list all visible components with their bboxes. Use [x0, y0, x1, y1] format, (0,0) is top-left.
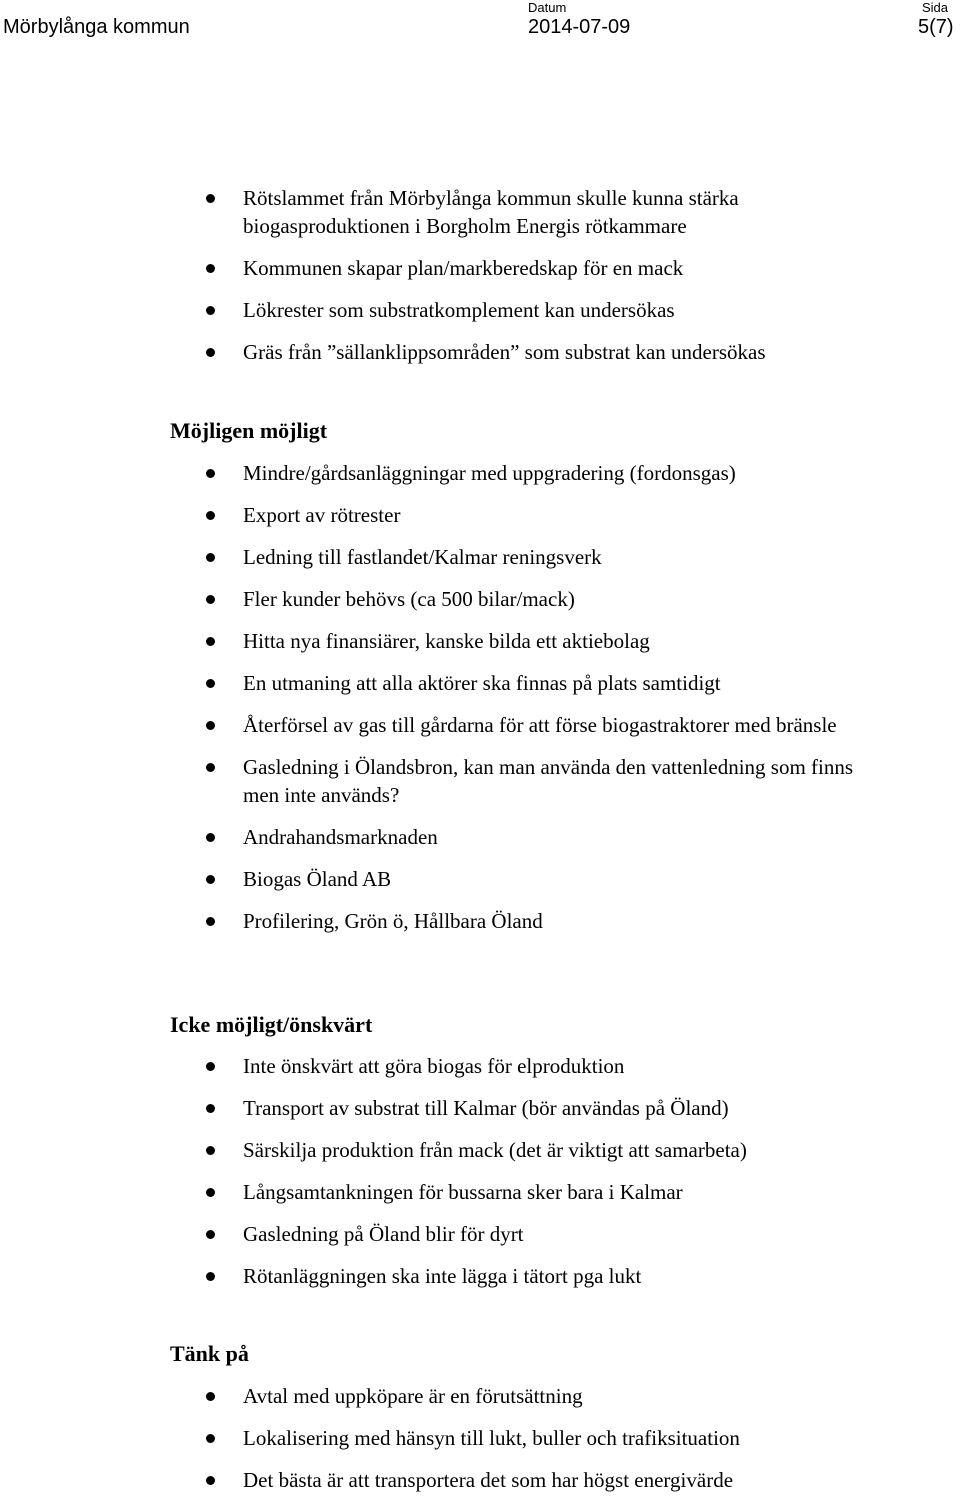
- section-heading-possible: Möjligen möjligt: [170, 418, 328, 443]
- list-item: [0, 585, 863, 613]
- document-date: 2014-07-09: [528, 16, 631, 38]
- bullet-icon: [206, 1476, 215, 1485]
- bullet-icon: [206, 194, 215, 203]
- bullet-icon: [206, 553, 215, 562]
- list-item: [0, 1262, 863, 1290]
- list-item-text: Lökrester som substratkomplement kan undersökas: [243, 298, 675, 322]
- list-item: [0, 1052, 863, 1080]
- bullet-icon: [206, 833, 215, 842]
- list-item-text: Det bästa är att transportera det som har högst energivärde: [243, 1468, 734, 1492]
- list-item: [0, 184, 863, 240]
- list-item: [0, 1382, 863, 1410]
- bullet-icon: [206, 637, 215, 646]
- list-item-text: Lokalisering med hänsyn till lukt, buller och trafiksituation: [243, 1426, 740, 1450]
- organization-name: Mörbylånga kommun: [3, 16, 190, 38]
- list-item: [0, 1094, 863, 1122]
- list-item-text: Återförsel av gas till gårdarna för att förse biogastraktorer med bränsle: [243, 713, 837, 737]
- list-item-text: Transport av substrat till Kalmar (bör användas på Öland): [243, 1096, 729, 1120]
- list-item-text: Gräs från ”sällanklippsområden” som substrat kan undersökas: [243, 340, 766, 364]
- list-item: [0, 669, 863, 697]
- list-item-text: Hitta nya finansiärer, kanske bilda ett aktiebolag: [243, 629, 650, 653]
- list-item: [0, 907, 863, 935]
- not-possible-list: [0, 1052, 960, 1304]
- list-item-text: Mindre/gårdsanläggningar med uppgradering (fordonsgas): [243, 461, 736, 485]
- bullet-icon: [206, 1104, 215, 1113]
- list-item: [0, 254, 863, 282]
- bullet-icon: [206, 917, 215, 926]
- section-heading-consider: Tänk på: [170, 1341, 249, 1366]
- list-item: [0, 753, 863, 809]
- bullet-icon: [206, 1146, 215, 1155]
- list-item-text: Avtal med uppköpare är en förutsättning: [243, 1384, 583, 1408]
- date-label: Datum: [528, 0, 567, 15]
- list-item: [0, 543, 863, 571]
- bullet-icon: [206, 469, 215, 478]
- list-item: [0, 865, 863, 893]
- bullet-icon: [206, 306, 215, 315]
- list-item-text: Biogas Öland AB: [243, 867, 392, 891]
- bullet-icon: [206, 1230, 215, 1239]
- list-item-text: Kommunen skapar plan/markberedskap för en mack: [243, 256, 684, 280]
- bullet-icon: [206, 1272, 215, 1281]
- bullet-icon: [206, 679, 215, 688]
- list-item-text: Fler kunder behövs (ca 500 bilar/mack): [243, 587, 575, 611]
- intro-list: [0, 184, 960, 380]
- bullet-icon: [206, 1188, 215, 1197]
- bullet-icon: [206, 595, 215, 604]
- list-item: [0, 501, 863, 529]
- list-item-text: Långsamtankningen för bussarna sker bara i Kalmar: [243, 1180, 683, 1204]
- list-item-text: Rötslammet från Mörbylånga kommun skulle kunna stärka biogasproduktionen i Borgholm Energis rötkammare: [243, 186, 739, 238]
- list-item-text: Ledning till fastlandet/Kalmar reningsverk: [243, 545, 602, 569]
- list-item-text: En utmaning att alla aktörer ska finnas på plats samtidigt: [243, 671, 721, 695]
- bullet-icon: [206, 348, 215, 357]
- list-item: [0, 296, 863, 324]
- list-item: [0, 1136, 863, 1164]
- list-item-text: Export av rötrester: [243, 503, 401, 527]
- consider-list: [0, 1382, 960, 1508]
- bullet-icon: [206, 763, 215, 772]
- bullet-icon: [206, 875, 215, 884]
- list-item-text: Rötanläggningen ska inte lägga i tätort pga lukt: [243, 1264, 642, 1288]
- list-item-text: Gasledning på Öland blir för dyrt: [243, 1222, 524, 1246]
- list-item: [0, 1466, 863, 1494]
- list-item: [0, 823, 863, 851]
- page-number: 5(7): [918, 16, 954, 38]
- list-item: [0, 1220, 863, 1248]
- list-item: [0, 711, 863, 739]
- list-item-text: Gasledning i Ölandsbron, kan man använda den vattenledning som finns men inte används?: [243, 755, 854, 807]
- possible-list: [0, 459, 960, 949]
- list-item: [0, 1424, 863, 1452]
- bullet-icon: [206, 264, 215, 273]
- list-item: [0, 459, 863, 487]
- list-item: [0, 1178, 863, 1206]
- list-item: [0, 627, 863, 655]
- page-label: Sida: [922, 0, 949, 15]
- list-item: [0, 338, 863, 366]
- bullet-icon: [206, 1434, 215, 1443]
- bullet-icon: [206, 511, 215, 520]
- section-heading-not-possible: Icke möjligt/önskvärt: [170, 1012, 373, 1037]
- bullet-icon: [206, 1062, 215, 1071]
- list-item-text: Inte önskvärt att göra biogas för elproduktion: [243, 1054, 625, 1078]
- bullet-icon: [206, 1392, 215, 1401]
- list-item-text: Profilering, Grön ö, Hållbara Öland: [243, 909, 543, 933]
- bullet-icon: [206, 721, 215, 730]
- list-item-text: Andrahandsmarknaden: [243, 825, 438, 849]
- list-item-text: Särskilja produktion från mack (det är viktigt att samarbeta): [243, 1138, 747, 1162]
